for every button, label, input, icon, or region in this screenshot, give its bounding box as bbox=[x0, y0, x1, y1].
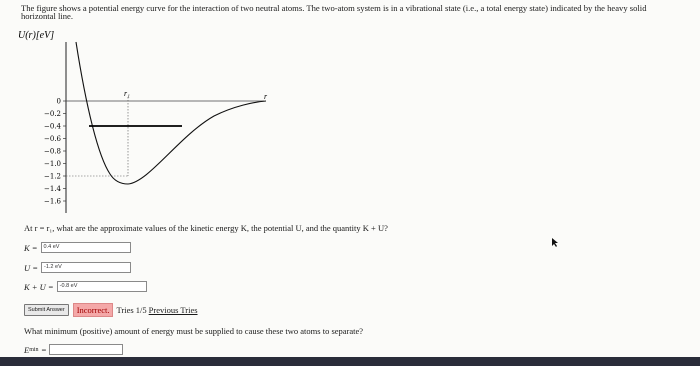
k-row bbox=[24, 242, 131, 253]
y-tick-label: −0.4 bbox=[44, 122, 61, 131]
y-tick-label: −0.2 bbox=[44, 110, 61, 118]
r1-label: r₁ bbox=[124, 89, 130, 98]
r-axis-label: r bbox=[264, 92, 268, 101]
y-tick-label: −1.2 bbox=[44, 172, 61, 181]
u-input[interactable]: -1.2 eV bbox=[41, 262, 131, 273]
question-one: At r = r₁, what are the approximate values of the kinetic energy K, the potential U, and the quantity K + U? bbox=[24, 223, 388, 233]
y-tick-label: −1.6 bbox=[44, 197, 61, 206]
y-tick-label: −1.4 bbox=[44, 185, 61, 193]
emin-subscript: min bbox=[29, 346, 39, 353]
emin-label: E bbox=[24, 344, 30, 355]
mouse-cursor-icon bbox=[551, 237, 559, 248]
previous-tries-link[interactable]: Previous Tries bbox=[148, 305, 198, 315]
taskbar bbox=[0, 357, 700, 366]
y-tick-label: −0.6 bbox=[44, 135, 61, 143]
problem-intro: The figure shows a potential energy curve for the interaction of two neutral atoms. The two-atom system is in a vibrational state (i.e., a total energy state) indicated by the heavy solid horizontal line. bbox=[21, 3, 647, 21]
potential-energy-curve bbox=[76, 42, 266, 184]
y-tick-label: −0.8 bbox=[44, 147, 61, 156]
k-input[interactable]: 0.4 eV bbox=[41, 242, 131, 253]
k-label: K = bbox=[24, 242, 38, 253]
u-row bbox=[24, 262, 131, 273]
emin-input[interactable] bbox=[49, 344, 123, 355]
question-two: What minimum (positive) amount of energy must be supplied to cause these two atoms to separate? bbox=[24, 326, 364, 336]
y-tick-label: 0 bbox=[56, 97, 61, 106]
y-ticks bbox=[44, 98, 66, 206]
ku-row bbox=[24, 281, 147, 292]
answer-controls bbox=[24, 303, 198, 317]
submit-answer-button[interactable]: Submit Answer bbox=[24, 304, 69, 316]
emin-row bbox=[24, 344, 123, 355]
y-tick-label: −1.0 bbox=[44, 160, 61, 168]
ku-input[interactable]: -0.8 eV bbox=[57, 281, 147, 292]
status-badge: Incorrect. bbox=[73, 303, 114, 317]
ku-label: K + U = bbox=[24, 281, 54, 292]
emin-equals: = bbox=[41, 344, 47, 355]
tries-count: Tries 1/5 bbox=[116, 305, 147, 315]
u-label: U = bbox=[24, 262, 38, 273]
potential-energy-plot bbox=[14, 26, 284, 218]
y-axis-label: U(r)[eV] bbox=[18, 30, 55, 41]
